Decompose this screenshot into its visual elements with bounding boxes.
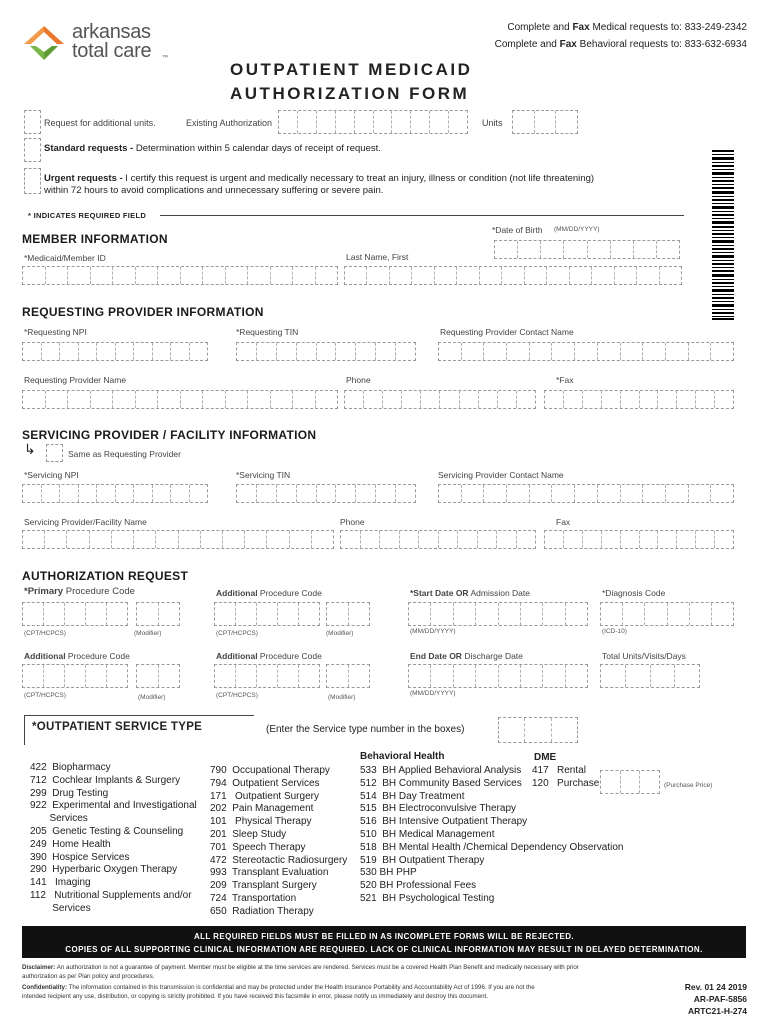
servicing-fax-label: Fax (556, 517, 571, 527)
end-date-hint: (MM/DD/YYYY) (410, 690, 456, 697)
form-code2: ARTC21-H-274 (687, 1006, 747, 1016)
total-units-label: Total Units/Visits/Days (602, 651, 686, 661)
logo (22, 22, 172, 68)
additional-modifier-input-2[interactable] (136, 664, 180, 688)
primary-modifier-input[interactable] (136, 602, 180, 626)
requesting-npi-label: *Requesting NPI (24, 327, 87, 337)
servicing-phone-input[interactable] (340, 530, 536, 549)
requesting-contact-label: Requesting Provider Contact Name (440, 327, 574, 337)
urgent-request-text (44, 173, 594, 197)
service-type-item: 530 BH PHP (360, 867, 417, 879)
service-type-item: 519 BH Outpatient Therapy (360, 854, 485, 866)
start-date-bold: *Start Date OR (410, 588, 469, 598)
additional-modifier-hint-2: (Modifier) (138, 694, 166, 701)
requesting-phone-input[interactable] (344, 390, 536, 409)
service-type-item: 724 Transportation (210, 892, 297, 904)
additional-cpt-input-1[interactable] (214, 602, 320, 626)
additional-cpt-hint-1: (CPT/HCPCS) (216, 630, 258, 637)
urgent-desc1: I certify this request is urgent and medically necessary to treat an injury, illness or condition (not life threatening) (125, 173, 595, 184)
urgent-line1 (44, 173, 594, 185)
additional-cpt-input-2[interactable] (22, 664, 128, 688)
additional-cpt-input-3[interactable] (214, 664, 320, 688)
service-list-col2 (210, 765, 347, 919)
requesting-npi-input[interactable] (22, 342, 208, 361)
servicing-npi-label: *Servicing NPI (24, 470, 79, 480)
form-title-line1: OUTPATIENT MEDICAID (230, 60, 473, 79)
service-type-item: 520 BH Professional Fees (360, 880, 477, 892)
confidentiality-text2: intended recipient any use, distribution, or copying is strictly prohibited. If you have received this facsimile in error, please notify us immediately and destroy this document. (22, 993, 489, 1000)
servicing-name-label: Servicing Provider/Facility Name (24, 517, 147, 527)
primary-procedure-text: Procedure Code (63, 586, 135, 597)
total-units-input[interactable] (600, 664, 700, 688)
additional-procedure-label-3 (216, 651, 322, 661)
confidentiality-line1 (22, 983, 642, 992)
member-info-heading: MEMBER INFORMATION (22, 232, 168, 246)
service-type-item: 201 Sleep Study (210, 828, 287, 840)
fax-medical (507, 22, 747, 33)
service-type-instruction: (Enter the Service type number in the boxes) (266, 724, 465, 735)
servicing-name-input[interactable] (22, 530, 334, 549)
form-revision (685, 981, 747, 1017)
fax-behavioral-pre: Complete and (494, 39, 560, 50)
units-input[interactable] (512, 110, 578, 134)
required-note-divider (160, 215, 684, 216)
additional-procedure-text-1: Procedure Code (257, 588, 322, 598)
fax-behavioral (495, 39, 747, 50)
additional-procedure-bold-3: Additional (216, 651, 258, 661)
form-code1: AR-PAF-5856 (693, 994, 747, 1004)
servicing-tin-input[interactable] (236, 484, 416, 503)
form-title-line2: AUTHORIZATION FORM (230, 84, 470, 103)
standard-request-desc: Determination within 5 calendar days of receipt of request. (135, 143, 381, 154)
additional-procedure-text-2: Procedure Code (65, 651, 130, 661)
additional-modifier-input-3[interactable] (326, 664, 370, 688)
primary-procedure-bold: *Primary (24, 586, 64, 597)
bh-heading: Behavioral Health (360, 751, 445, 762)
primary-procedure-label (24, 586, 135, 597)
logo-mark-icon (22, 24, 66, 64)
servicing-phone-label: Phone (340, 517, 365, 527)
disclaimer-text2: authorization as per Plan policy and procedures. (22, 973, 155, 980)
servicing-npi-input[interactable] (22, 484, 208, 503)
start-date-input[interactable] (408, 602, 588, 626)
servicing-contact-label: Servicing Provider Contact Name (438, 470, 564, 480)
rev-date: Rev. 01 24 2019 (684, 982, 747, 992)
requesting-fax-label: *Fax (556, 375, 574, 385)
service-type-item: 712 Cochlear Implants & Surgery (30, 774, 181, 786)
requesting-tin-label: *Requesting TIN (236, 327, 299, 337)
service-type-item: 249 Home Health (30, 838, 111, 850)
urgent-request-bold: Urgent requests - (44, 173, 126, 184)
service-type-item: 514 BH Day Treatment (360, 790, 465, 802)
service-type-item: 510 BH Medical Management (360, 828, 495, 840)
logo-text-arkansas: arkansas (72, 21, 151, 43)
service-type-item: 205 Genetic Testing & Counseling (30, 825, 184, 837)
service-type-item: 422 Biopharmacy (30, 762, 111, 773)
service-type-item: 472 Stereotactic Radiosurgery (210, 854, 348, 866)
dob-label: *Date of Birth (492, 225, 543, 235)
service-type-item: 101 Physical Therapy (210, 816, 312, 828)
arrow-icon: ↳ (24, 441, 36, 457)
service-type-item: 518 BH Mental Health /Chemical Dependency Observation (360, 841, 624, 853)
requirements-banner (22, 926, 746, 958)
purchase-price-hint: (Purchase Price) (664, 782, 713, 789)
logo-text-total-care: total care (72, 40, 152, 62)
member-name-label: Last Name, First (346, 252, 409, 262)
same-as-requesting-checkbox[interactable] (46, 444, 63, 462)
requesting-name-input[interactable] (22, 390, 338, 409)
service-type-item: 794 Outpatient Services (210, 777, 320, 789)
service-type-item: 209 Transplant Surgery (210, 880, 317, 892)
additional-modifier-hint-3: (Modifier) (328, 694, 356, 701)
service-type-item: 701 Speech Therapy (210, 841, 306, 853)
medicaid-id-label: *Medicaid/Member ID (24, 253, 106, 263)
requesting-fax-input[interactable] (544, 390, 734, 409)
confidentiality-bold: Confidentiality: (22, 984, 68, 991)
additional-procedure-text-3: Procedure Code (257, 651, 322, 661)
dme-list (532, 765, 599, 791)
service-type-item: 922 Experimental and Investigational (30, 800, 197, 812)
member-name-input[interactable] (344, 266, 682, 285)
dob-input[interactable] (494, 240, 680, 259)
service-type-item: 120 Purchase (532, 777, 600, 789)
service-list-col1 (30, 762, 197, 916)
service-type-item: 515 BH Electroconvulsive Therapy (360, 803, 517, 815)
standard-request-checkbox[interactable] (24, 138, 41, 162)
existing-authorization-label: Existing Authorization (186, 118, 273, 128)
barcode-icon (712, 150, 734, 320)
logo-tm: ™ (162, 55, 168, 61)
primary-modifier-hint: (Modifier) (134, 630, 162, 637)
fax-medical-pre: Complete and (507, 22, 573, 33)
standard-request-bold: Standard requests - (44, 143, 136, 154)
requesting-contact-input[interactable] (438, 342, 734, 361)
service-type-item: 516 BH Intensive Outpatient Therapy (360, 816, 528, 828)
dob-format: (MM/DD/YYYY) (554, 226, 600, 233)
medicaid-id-input[interactable] (22, 266, 338, 285)
primary-cpt-input[interactable] (22, 602, 128, 626)
start-date-label (410, 588, 530, 598)
additional-procedure-label-1 (216, 588, 322, 598)
disclaimer-line1 (22, 963, 642, 972)
service-type-item: 512 BH Community Based Services (360, 777, 522, 789)
service-type-item: 417 Rental (532, 765, 586, 776)
banner-line1: ALL REQUIRED FIELDS MUST BE FILLED IN AS INCOMPLETE FORMS WILL BE REJECTED. (193, 932, 575, 941)
service-type-item: 993 Transplant Evaluation (210, 867, 329, 879)
dme-heading: DME (534, 752, 557, 763)
service-type-item: 521 BH Psychological Testing (360, 892, 495, 904)
units-label: Units (482, 118, 503, 128)
additional-units-checkbox[interactable] (24, 110, 41, 134)
servicing-fax-input[interactable] (544, 530, 734, 549)
service-type-heading: *OUTPATIENT SERVICE TYPE (32, 721, 203, 733)
disclaimer-text1: An authorization is not a guarantee of payment. Member must be eligible at the time services are rendered. Services must be a covered Health Plan Benefit and medically necessary with prior (55, 964, 579, 971)
disclaimer-bold: Disclaimer: (22, 964, 56, 971)
end-date-input[interactable] (408, 664, 588, 688)
primary-cpt-hint: (CPT/HCPCS) (24, 630, 66, 637)
same-as-requesting-label: Same as Requesting Provider (68, 449, 181, 459)
disclaimer (22, 963, 642, 1001)
additional-units-label: Request for additional units. (44, 118, 156, 128)
fax-behavioral-post: Behavioral requests to: 833-632-6934 (576, 39, 747, 50)
diagnosis-code-hint: (ICD-10) (602, 628, 627, 635)
diagnosis-code-input[interactable] (600, 602, 734, 626)
additional-cpt-hint-2: (CPT/HCPCS) (24, 692, 66, 699)
end-date-label (410, 651, 523, 661)
service-type-item: 390 Hospice Services (30, 851, 130, 863)
authorization-request-heading: AUTHORIZATION REQUEST (22, 569, 189, 583)
additional-modifier-input-1[interactable] (326, 602, 370, 626)
service-type-item: 790 Occupational Therapy (210, 765, 330, 776)
service-type-item: 202 Pain Management (210, 803, 314, 815)
service-type-item: 171 Outpatient Surgery (210, 790, 319, 802)
additional-modifier-hint-1: (Modifier) (326, 630, 354, 637)
end-date-text: Discharge Date (461, 651, 523, 661)
purchase-price-input[interactable] (600, 770, 660, 794)
banner-line2: COPIES OF ALL SUPPORTING CLINICAL INFORMATION ARE REQUIRED. LACK OF CLINICAL INFORMATION MAY RESULT IN DELAYED DETERMINATION. (65, 945, 703, 954)
start-date-text: Admission Date (468, 588, 530, 598)
urgent-desc2: within 72 hours to avoid complications and unnecessary suffering or severe pain. (44, 185, 384, 196)
end-date-bold: End Date OR (410, 651, 462, 661)
requesting-name-label: Requesting Provider Name (24, 375, 127, 385)
service-type-item: Services (30, 902, 91, 914)
service-type-item: 299 Drug Testing (30, 787, 109, 799)
requesting-tin-input[interactable] (236, 342, 416, 361)
fax-behavioral-bold: Fax (559, 39, 577, 50)
existing-authorization-input[interactable] (278, 110, 468, 134)
start-date-hint: (MM/DD/YYYY) (410, 628, 456, 635)
additional-procedure-label-2 (24, 651, 130, 661)
required-field-note: * INDICATES REQUIRED FIELD (28, 211, 147, 220)
service-type-item: 112 Nutritional Supplements and/or (30, 889, 192, 901)
fax-medical-bold: Fax (572, 22, 590, 33)
urgent-request-checkbox[interactable] (24, 168, 41, 194)
servicing-contact-input[interactable] (438, 484, 734, 503)
service-type-item: 650 Radiation Therapy (210, 905, 314, 917)
standard-request-text (44, 143, 381, 154)
service-type-item: 141 Imaging (30, 877, 91, 889)
additional-procedure-bold-2: Additional (24, 651, 66, 661)
service-type-item: 533 BH Applied Behavioral Analysis (360, 765, 522, 776)
fax-medical-post: Medical requests to: 833-249-2342 (589, 22, 747, 33)
additional-procedure-bold-1: Additional (216, 588, 258, 598)
servicing-tin-label: *Servicing TIN (236, 470, 291, 480)
requesting-phone-label: Phone (346, 375, 371, 385)
requesting-provider-heading: REQUESTING PROVIDER INFORMATION (22, 305, 264, 319)
additional-cpt-hint-3: (CPT/HCPCS) (216, 692, 258, 699)
service-type-input[interactable] (498, 717, 578, 743)
confidentiality-text1: The information contained in this transmission is confidential and may be protected under the Health Insurance Portability and Accountability Act of 1996. If you are not the (67, 984, 535, 991)
service-type-item: Services (30, 813, 88, 825)
diagnosis-code-label: *Diagnosis Code (602, 588, 666, 598)
service-type-item: 290 Hyperbaric Oxygen Therapy (30, 864, 178, 876)
servicing-provider-heading: SERVICING PROVIDER / FACILITY INFORMATION (22, 428, 317, 442)
